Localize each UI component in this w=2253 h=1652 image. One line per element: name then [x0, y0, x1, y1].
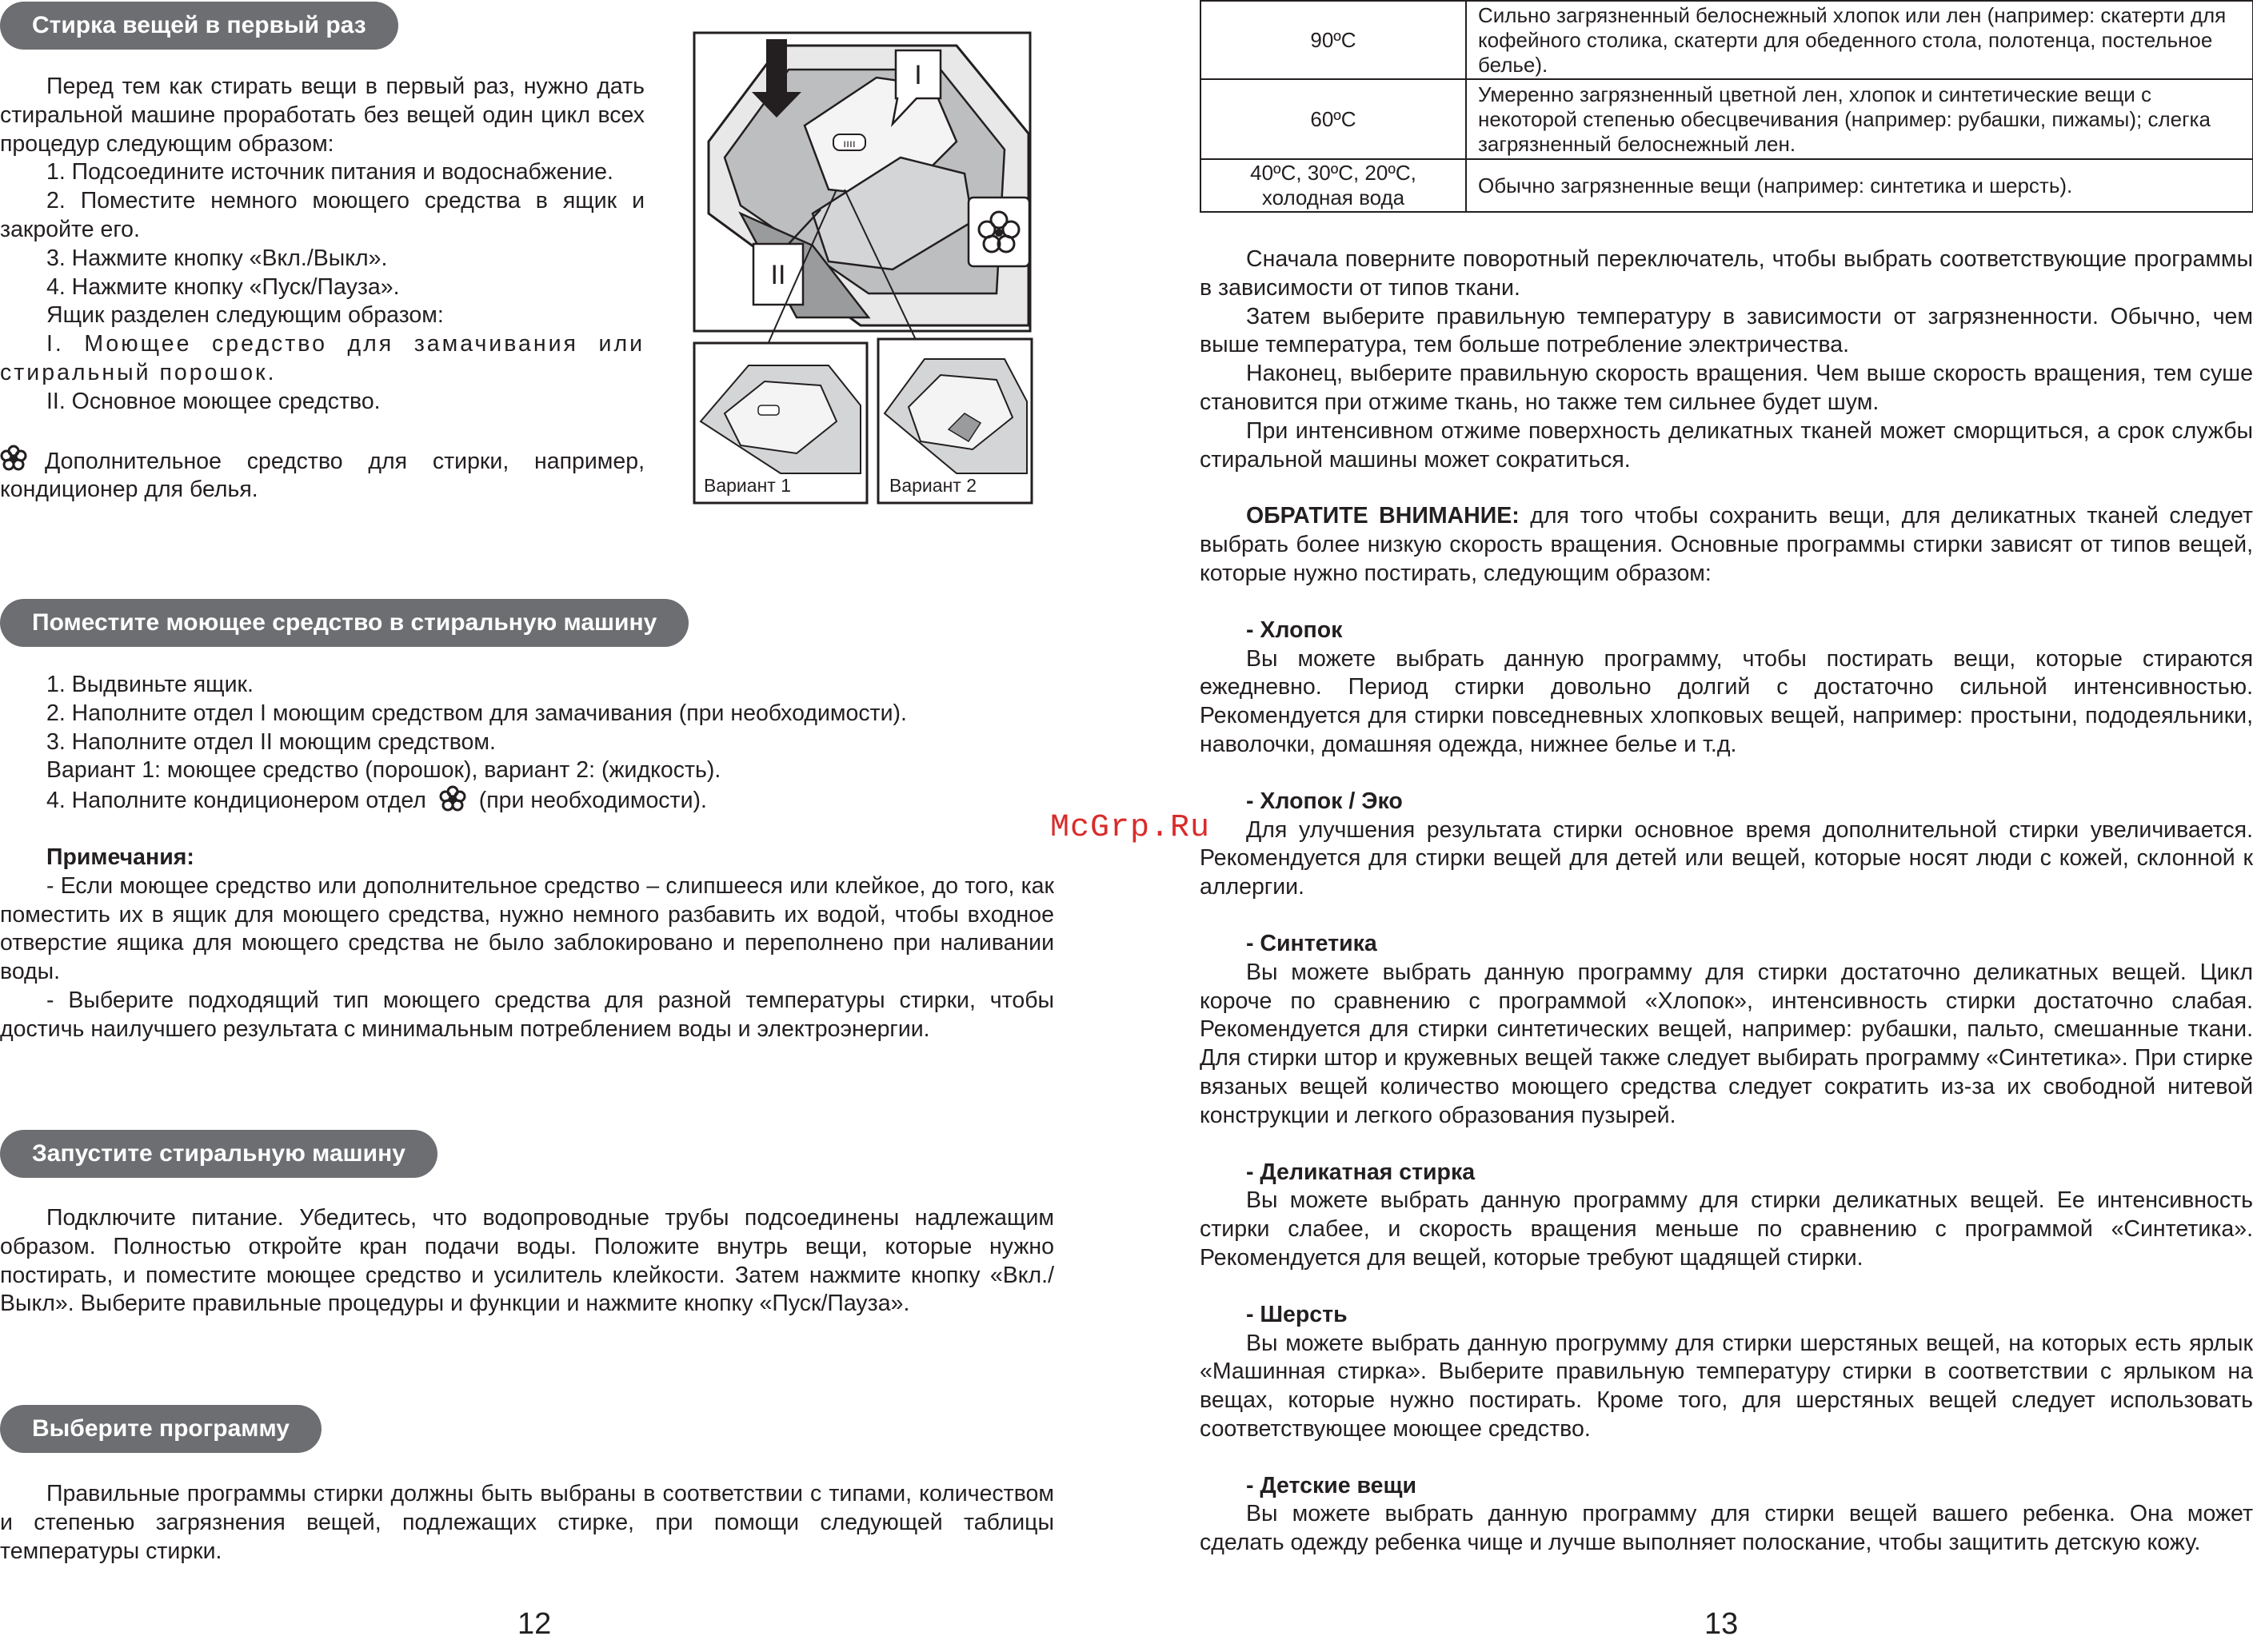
first-wash-text	[0, 73, 645, 505]
table-row	[1200, 1, 2253, 79]
program-desc-baby: Вы можете выбрать данную программу для стирки вещей вашего ребенка. Она может сделать одежду ребенка чище и лучше выполняет полоскание, чтобы защитить детскую кожу.	[1200, 1501, 2253, 1556]
section-heading-detergent: Поместите моющее средство в стиральную машину	[0, 599, 689, 647]
watermark: McGrp.Ru	[1050, 810, 1211, 846]
table-row	[1200, 79, 2253, 159]
flower-softener-icon	[0, 445, 27, 472]
variant-2-label: Вариант 2	[889, 475, 977, 496]
table-cell-temp: 40ºC, 30ºC, 20ºC, холодная вода	[1200, 159, 1466, 212]
attention-label: ОБРАТИТЕ ВНИМАНИЕ:	[1246, 503, 1520, 529]
table-cell-desc: Сильно загрязненный белоснежный хлопок или лен (например: скатерти для кофейного столика, скатерти для обеденного стола, полотенца, постельное белье).	[1466, 1, 2253, 79]
note-1: - Если моющее средство или дополнительное средство – слипшееся или клейкое, до того, как поместить их в ящик для моющего средства, нужно немного разбавить их водой, чтобы входное отверстие ящика для моющего средства не было заблокировано и переполнено при наливании воды.	[0, 872, 1054, 985]
program-title-cotton: - Хлопок	[1246, 617, 1343, 643]
detergent-step-1: 1. Выдвиньте ящик.	[46, 672, 254, 697]
temperature-table	[1200, 0, 2253, 213]
table-cell-temp: 90ºC	[1200, 1, 1466, 79]
detergent-steps	[0, 671, 1054, 1044]
section-heading-first-wash: Стирка вещей в первый раз	[0, 2, 398, 50]
program-title-synthetics: - Синтетика	[1246, 930, 1377, 956]
table-cell-desc: Обычно загрязненные вещи (например: синтетика и шерсть).	[1466, 159, 2253, 212]
compartment-2-desc: II. Основное моющее средство.	[46, 388, 381, 414]
detergent-step-4-after: (при необходимости).	[478, 788, 707, 814]
first-wash-intro: Перед тем как стирать вещи в первый раз, нужно дать стиральной машине проработать без вещей один цикл всех процедур следующим образом:	[0, 74, 645, 157]
program-text	[0, 1480, 1054, 1566]
start-paragraph: Подключите питание. Убедитесь, что водопроводные трубы подсоединены надлежащим образом. Полностью откройте кран подачи воды. Положите внутрь вещи, которые нужно постирать, и поместите моющее средство и усилитель клейкости. Затем нажмите кнопку «Вкл./Выкл». Выберите правильные процедуры и функции и нажмите кнопку «Пуск/Пауза».	[0, 1205, 1054, 1317]
program-title-delicate: - Деликатная стирка	[1246, 1159, 1476, 1185]
section-heading-program: Выберите программу	[0, 1405, 322, 1453]
program-selection-text	[1200, 245, 2253, 1558]
detergent-step-3: 3. Наполните отдел II моющим средством.	[46, 728, 496, 755]
start-text	[0, 1204, 1054, 1319]
drawer-division-intro: Ящик разделен следующим образом:	[46, 302, 444, 329]
notes-title: Примечания:	[46, 844, 194, 870]
page-number-right: 13	[1704, 1607, 1739, 1641]
compartment-2-label: II	[770, 260, 786, 290]
program-title-cotton-eco: - Хлопок / Эко	[1246, 788, 1403, 814]
attention-text: для того чтобы сохранить вещи, для деликатных тканей следует выбрать более низкую скорость вращения. Основные программы стирки зависят от типов вещей, которые нужно постирать, следующим образом:	[1200, 503, 2253, 586]
drawer-inner-mark: ıııı	[843, 137, 856, 150]
intro-paragraph-1: Сначала поверните поворотный переключатель, чтобы выбрать соответствующие программы в зависимости от типов ткани.	[1200, 246, 2253, 301]
detergent-variants: Вариант 1: моющее средство (порошок), вариант 2: (жидкость).	[46, 757, 721, 784]
program-title-baby: - Детские вещи	[1246, 1472, 1417, 1498]
program-desc-delicate: Вы можете выбрать данную программу для стирки деликатных вещей. Ее интенсивность стирки слабее, и скорость вращения меньше по сравнению с программой «Синтетика». Рекомендуется для вещей, которые требуют щадящей стирки.	[1200, 1187, 2253, 1271]
compartment-1-label: I	[914, 60, 922, 90]
note-2: - Выберите подходящий тип моющего средства для разной температуры стирки, чтобы достичь наилучшего результата с минимальным потреблением воды и электроэнергии.	[0, 987, 1054, 1042]
table-row	[1200, 159, 2253, 212]
first-wash-step-2: 2. Поместите немного моющего средства в ящик и закройте его.	[0, 188, 645, 242]
detergent-step-2: 2. Наполните отдел I моющим средством для замачивания (при необходимости).	[46, 700, 907, 726]
softener-note	[0, 445, 645, 505]
program-desc-wool: Вы можете выбрать данную прогрумму для стирки шерстяных вещей, на которых есть ярлык «Машинная стирка». Выберите правильную температуру стирки в соответствии с ярлыком на вещах, которые нужно постирать. Кроме того, для шерстяных вещей следует использовать соответствующее моющее средство.	[1200, 1330, 2253, 1442]
table-cell-temp: 60ºC	[1200, 79, 1466, 159]
intro-paragraph-4: При интенсивном отжиме поверхность деликатных тканей может сморщиться, а срок службы стиральной машины может сократиться.	[1200, 417, 2253, 473]
intro-paragraph-3: Наконец, выберите правильную скорость вращения. Чем выше скорость вращения, тем суше становится при отжиме ткань, но также тем сильнее будет шум.	[1200, 361, 2253, 415]
attention-paragraph	[1200, 502, 2253, 588]
program-desc-cotton: Вы можете выбрать данную программу, чтобы постирать вещи, которые стираются ежедневно. Период стирки довольно долгий с достаточно сильной интенсивностью. Рекомендуется для стирки повседневных хлопковых вещей, например: простыни, пододеяльники, наволочки, домашняя одежда, нижнее белье и т.д.	[1200, 645, 2253, 757]
program-desc-synthetics: Вы можете выбрать данную программу для стирки достаточно деликатных вещей. Цикл короче по сравнению с программой «Хлопок», интенсивность стирки достаточно слабая. Рекомендуется для стирки синтетических вещей, например: рубашки, пальто, смешанные ткани. Для стирки штор и кружевных вещей также следует выбирать программу «Синтетика». При стирке вязаных вещей количество моющего средства следует сократить из-за их свободной нитевой конструкции и легкого образования пузырей.	[1200, 959, 2253, 1128]
detergent-step-4	[0, 785, 1054, 816]
intro-paragraph-2: Затем выберите правильную температуру в зависимости от загрязненности. Обычно, чем выше температура, тем больше потребление электричества.	[1200, 303, 2253, 358]
detergent-drawer-figure	[693, 30, 1033, 506]
program-desc-cotton-eco: Для улучшения результата стирки основное время дополнительной стирки увеличивается. Рекомендуется для стирки вещей для детей или вещей, которые носят люди с кожей, склонной к аллергии.	[1200, 816, 2253, 900]
softener-note-text: Дополнительное средство для стирки, например, кондиционер для белья.	[0, 448, 645, 503]
first-wash-step-4: 4. Нажмите кнопку «Пуск/Пауза».	[46, 273, 400, 300]
page-number-left: 12	[517, 1607, 552, 1641]
first-wash-step-1: 1. Подсоедините источник питания и водоснабжение.	[46, 159, 613, 186]
table-cell-desc: Умеренно загрязненный цветной лен, хлопок и синтетические вещи с некоторой степенью обесцвечивания (например: рубашки, пижамы); слегка загрязненный белоснежный лен.	[1466, 79, 2253, 159]
program-title-wool: - Шерсть	[1246, 1301, 1348, 1327]
flower-softener-inline-icon	[439, 785, 466, 812]
first-wash-step-3: 3. Нажмите кнопку «Вкл./Выкл».	[46, 245, 388, 271]
program-paragraph: Правильные программы стирки должны быть выбраны в соответствии с типами, количеством и степенью загрязнения вещей, подлежащих стирке, при помощи следующей таблицы температуры стирки.	[0, 1481, 1054, 1564]
section-heading-start: Запустите стиральную машину	[0, 1130, 437, 1178]
detergent-step-4-before: 4. Наполните кондиционером отдел	[46, 788, 426, 814]
variant-1-label: Вариант 1	[704, 475, 791, 496]
compartment-1-desc: I. Моющее средство для замачивания или стиральный порошок.	[0, 331, 645, 385]
